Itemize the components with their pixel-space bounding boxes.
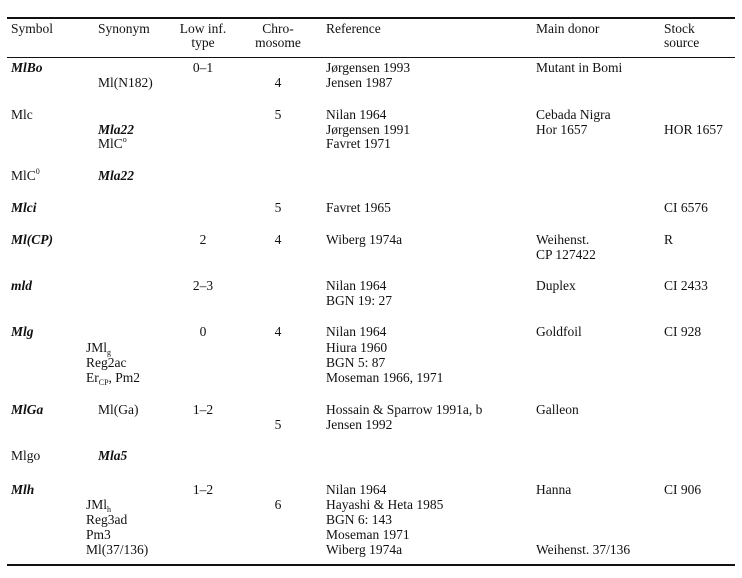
low-inf-mlga: 1–2 (192, 402, 214, 417)
reference-mlga-2: Jensen 1992 (326, 417, 393, 432)
stock-mld: CI 2433 (664, 278, 708, 293)
header-stock-line1: Stock (664, 21, 695, 36)
synonym-mlh-4: Ml(37/136) (86, 542, 149, 557)
synonym-mlh-1-sub: h (107, 505, 112, 514)
synonym-mlh-3: Pm3 (86, 527, 111, 542)
reference-mlg-4: Moseman 1966, 1971 (326, 370, 444, 385)
donor-mlc-1: Cebada Nigra (536, 107, 611, 122)
chromosome-mlbo: 4 (274, 75, 282, 90)
synonym-mlga: Ml(Ga) (98, 402, 139, 417)
table-rule-top (7, 17, 735, 19)
stock-mlci: CI 6576 (664, 200, 708, 215)
low-inf-mlbo: 0–1 (192, 60, 214, 75)
reference-mlcp: Wiberg 1974a (326, 232, 403, 247)
low-inf-mlg: 0 (199, 324, 207, 339)
header-stock-source (664, 22, 699, 50)
reference-mlc-2: Jørgensen 1991 (326, 122, 411, 137)
symbol-mlc0-text: MlC (11, 168, 36, 183)
synonym-mlc-2-sup: o (122, 135, 127, 144)
reference-mld-1: Nilan 1964 (326, 278, 387, 293)
reference-mlg-2: Hiura 1960 (326, 340, 388, 355)
synonym-mlbo: Ml(N182) (98, 75, 153, 90)
synonym-mlg-3-sub: CP (98, 378, 109, 387)
synonym-mlc-2 (98, 137, 127, 151)
header-chromosome-line2: mosome (255, 35, 301, 50)
donor-mlg: Goldfoil (536, 324, 582, 339)
synonym-mlg-1-sub: g (107, 348, 112, 357)
symbol-mlbo: MlBo (11, 60, 43, 75)
chromosome-mlh: 6 (274, 497, 282, 512)
synonym-mlh-1 (86, 498, 111, 512)
symbol-mlc: Mlc (11, 107, 33, 122)
reference-mlci: Favret 1965 (326, 200, 391, 215)
synonym-mlgo: Mla5 (98, 448, 128, 463)
symbol-mlga: MlGa (11, 402, 44, 417)
header-main-donor: Main donor (536, 21, 600, 36)
donor-mlga: Galleon (536, 402, 579, 417)
table-rule-header (7, 57, 735, 58)
reference-mlh-5: Wiberg 1974a (326, 542, 403, 557)
reference-mlc-1: Nilan 1964 (326, 107, 387, 122)
reference-mlh-1: Nilan 1964 (326, 482, 387, 497)
reference-mld-2: BGN 19: 27 (326, 293, 393, 308)
symbol-mlh: Mlh (11, 482, 35, 497)
stock-mlh: CI 906 (664, 482, 702, 497)
reference-mlbo-1: Jørgensen 1993 (326, 60, 411, 75)
synonym-mlg-1 (86, 341, 111, 355)
donor-mlc-2: Hor 1657 (536, 122, 588, 137)
donor-mlcp-2: CP 127422 (536, 247, 596, 262)
donor-mlh-2: Weihenst. 37/136 (536, 542, 631, 557)
stock-mlcp: R (664, 232, 674, 247)
chromosome-mlga: 5 (274, 417, 282, 432)
symbol-mlc0 (11, 169, 40, 183)
reference-mlg-1: Nilan 1964 (326, 324, 387, 339)
table-rule-bottom (7, 564, 735, 566)
stock-mlg: CI 928 (664, 324, 702, 339)
header-synonym: Synonym (98, 21, 150, 36)
synonym-mlg-1-text: JMl (86, 340, 108, 355)
symbol-mlc0-sup: 0 (35, 167, 40, 176)
header-chromosome-line1: Chro- (262, 21, 294, 36)
stock-mlc: HOR 1657 (664, 122, 723, 137)
donor-mlbo: Mutant in Bomi (536, 60, 623, 75)
synonym-mlg-2: Reg2ac (86, 355, 127, 370)
header-low-inf (170, 22, 236, 50)
low-inf-mlcp: 2 (199, 232, 207, 247)
reference-mlh-2: Hayashi & Heta 1985 (326, 497, 444, 512)
header-symbol: Symbol (11, 21, 54, 36)
synonym-mlc-1: Mla22 (98, 122, 135, 137)
synonym-mlh-2: Reg3ad (86, 512, 128, 527)
chromosome-mlci: 5 (274, 200, 282, 215)
synonym-mlg-3-tail: , Pm2 (108, 370, 141, 385)
low-inf-mlh: 1–2 (192, 482, 214, 497)
reference-mlh-3: BGN 6: 143 (326, 512, 393, 527)
reference-mlc-3: Favret 1971 (326, 136, 391, 151)
header-reference: Reference (326, 21, 381, 36)
synonym-mlg-3-text: Er (86, 370, 99, 385)
symbol-mlg: Mlg (11, 324, 34, 339)
reference-mlh-4: Moseman 1971 (326, 527, 410, 542)
header-low-inf-line1: Low inf. (179, 21, 227, 36)
header-chromosome (246, 22, 310, 50)
header-low-inf-line2: type (191, 35, 215, 50)
reference-mlbo-2: Jensen 1987 (326, 75, 393, 90)
symbol-mlci: Mlci (11, 200, 37, 215)
low-inf-mld: 2–3 (192, 278, 214, 293)
symbol-mld: mld (11, 278, 33, 293)
synonym-mlc0: Mla22 (98, 168, 135, 183)
synonym-mlc-2-text: MlC (98, 136, 123, 151)
donor-mld: Duplex (536, 278, 576, 293)
synonym-mlh-1-text: JMl (86, 497, 108, 512)
reference-mlg-3: BGN 5: 87 (326, 355, 386, 370)
chromosome-mlc: 5 (274, 107, 282, 122)
reference-mlga-1: Hossain & Sparrow 1991a, b (326, 402, 483, 417)
chromosome-mlg: 4 (274, 324, 282, 339)
symbol-mlgo: Mlgo (11, 448, 41, 463)
donor-mlh-1: Hanna (536, 482, 572, 497)
header-stock-line2: source (664, 35, 700, 50)
donor-mlcp-1: Weihenst. (536, 232, 590, 247)
synonym-mlg-3 (86, 371, 140, 385)
chromosome-mlcp: 4 (274, 232, 282, 247)
symbol-mlcp: Ml(CP) (11, 232, 53, 247)
